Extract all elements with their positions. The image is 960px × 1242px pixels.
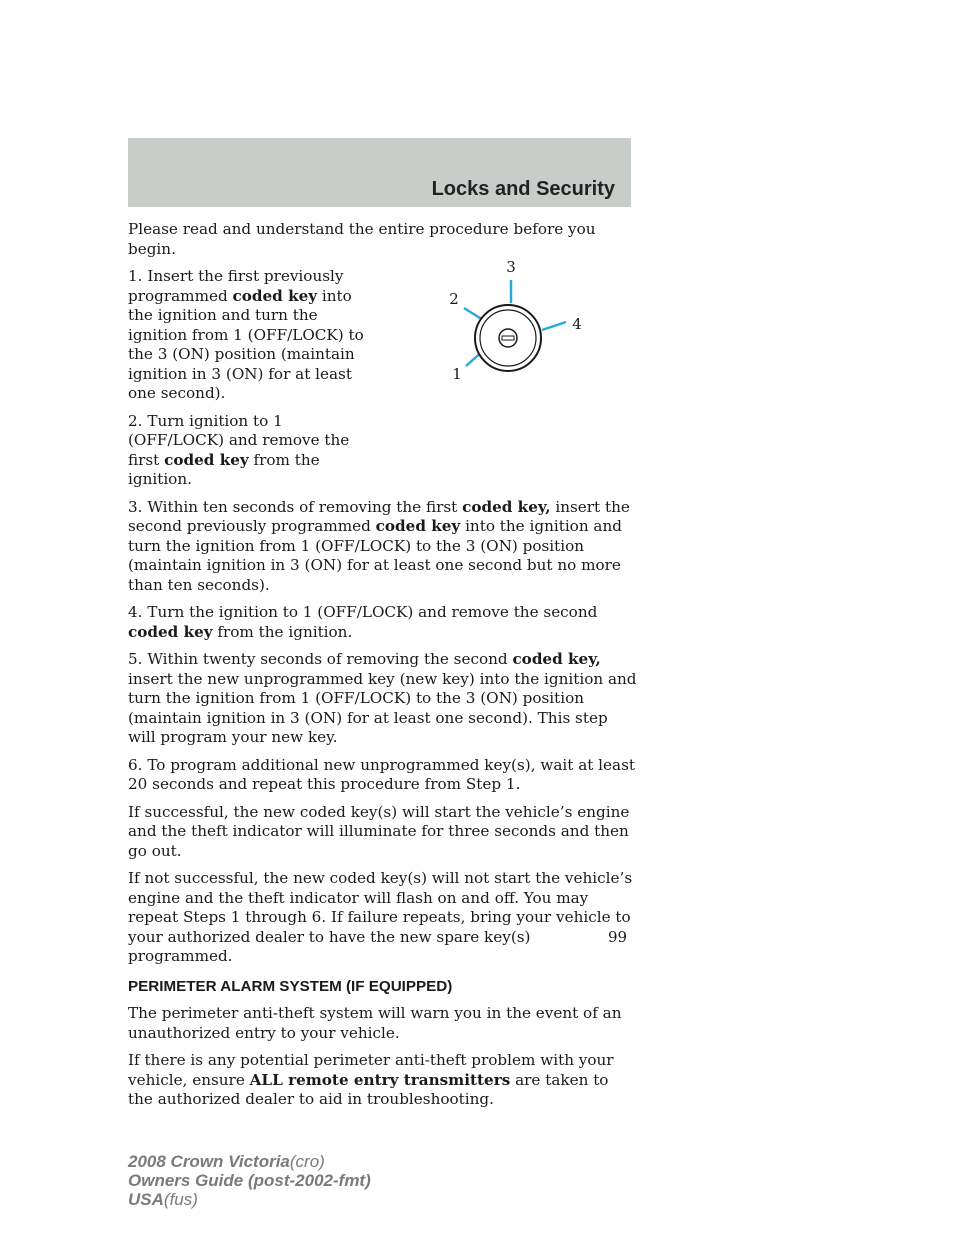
- success-paragraph: If successful, the new coded key(s) will start the vehicle’s engine and the theft indicator will illuminate for three seconds and then go out.: [128, 802, 630, 860]
- perimeter-heading: PERIMETER ALARM SYSTEM (IF EQUIPPED): [128, 977, 453, 995]
- page-number: 99: [608, 928, 628, 946]
- position-label-4: 4: [572, 315, 582, 333]
- step-3: 3. Within ten seconds of removing the first coded key, insert the second previously programmed coded key into the ignition and turn the ignition from 1 (OFF/LOCK) to the 3 (ON) position (maintain ignition in 3 (ON) for at least one second but no more than ten seconds).: [128, 497, 630, 594]
- intro-paragraph: Please read and understand the entire procedure before you begin.: [128, 220, 596, 258]
- position-label-2: 2: [449, 290, 459, 308]
- section-header: [128, 138, 631, 207]
- step-6: 6. To program additional new unprogrammed key(s), wait at least 20 seconds and repeat this procedure from Step 1.: [128, 755, 635, 793]
- step-4: 4. Turn the ignition to 1 (OFF/LOCK) and remove the second coded key from the ignition.: [128, 603, 598, 641]
- document-footer: 2008 Crown Victoria(cro) Owners Guide (post-2002-fmt) USA(fus): [128, 1152, 371, 1209]
- failure-paragraph: If not successful, the new coded key(s) will not start the vehicle’s engine and the theft indicator will flash on and off. You may repeat Steps 1 through 6. If failure repeats, bring your vehicle to your authorized dealer to have the new spare key(s) programmed.: [128, 869, 633, 965]
- position-label-3: 3: [506, 258, 516, 276]
- step-5: 5. Within twenty seconds of removing the second coded key, insert the new unprogrammed key (new key) into the ignition and turn the ignition from 1 (OFF/LOCK) to the 3 (ON) position (maintain ignition in 3 (ON) for at least one second). This step will program your new key.: [128, 650, 637, 746]
- position-label-1: 1: [452, 365, 462, 383]
- step-1: 1. Insert the first previously programmed coded key into the ignition and turn the ignition from 1 (OFF/LOCK) to the 3 (ON) position (maintain ignition in 3 (ON) for at least one second).: [128, 267, 364, 402]
- step-2: 2. Turn ignition to 1 (OFF/LOCK) and remove the first coded key from the ignition.: [128, 411, 350, 488]
- procedure-text: [128, 220, 638, 1118]
- perimeter-paragraph-1: The perimeter anti-theft system will warn you in the event of an unauthorized entry to your vehicle.: [128, 1004, 622, 1042]
- perimeter-paragraph-2: If there is any potential perimeter anti-theft problem with your vehicle, ensure ALL remote entry transmitters are taken to the authorized dealer to aid in troubleshooting.: [128, 1051, 614, 1108]
- section-title: Locks and Security: [431, 178, 615, 200]
